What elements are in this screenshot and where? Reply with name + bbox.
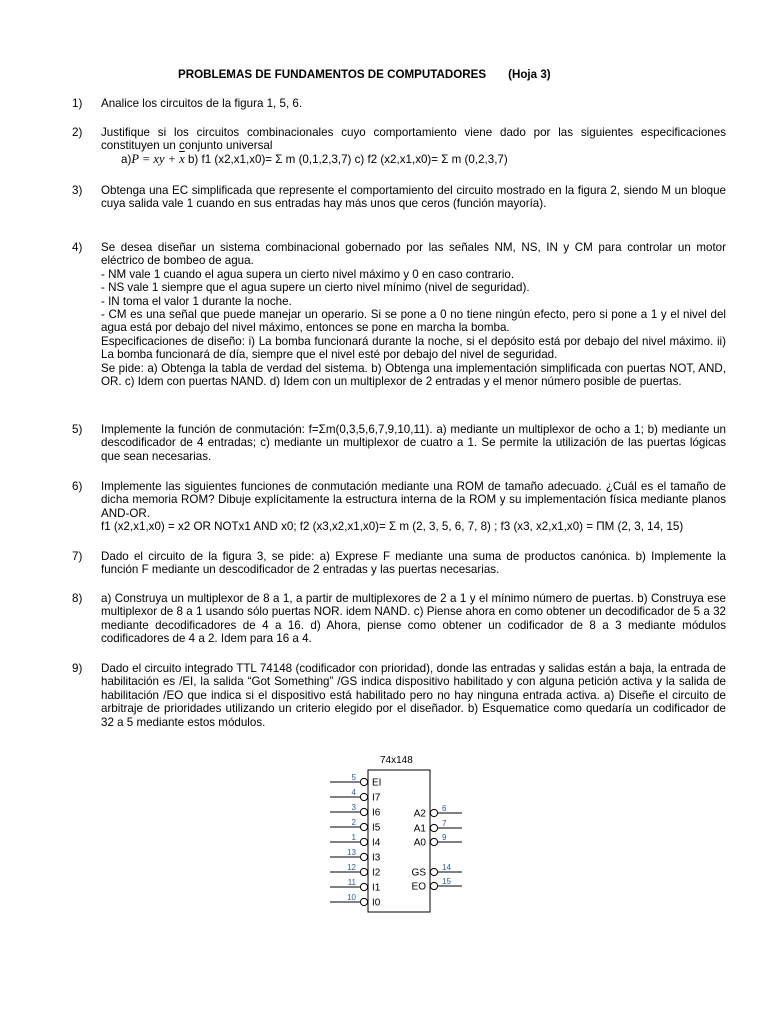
formula-eq: P = xy + (131, 151, 180, 166)
problem-6 (72, 480, 726, 534)
problem-text: Dado el circuito integrado TTL 74148 (codificador con prioridad), donde las entradas y salidas están a baja, la entrada de habilitación es /EI, la salida “Got Something” /GS indica dispositivo habilitado y con alguna petición activa y la salida de habilitación /EO que indica si el dispositivo está habilitado pero no hay ninguna entrada activa. a) Diseñe el circuito de arbitraje de prioridades utilizando un criterio elegido por el diseñador. b) Esquematice como quedaría un codificador de 32 a 5 mediante estos módulos. (101, 662, 726, 729)
pin-label: I7 (372, 792, 381, 804)
input-pin-i1 (330, 878, 381, 894)
pin-number: 1 (351, 833, 356, 842)
pin-number: 15 (442, 877, 451, 886)
problem-number: 2) (72, 126, 83, 139)
pin-label: GS (411, 867, 426, 879)
problem-formula (101, 153, 726, 166)
problem-1 (72, 97, 726, 110)
problem-line: Se pide: a) Obtenga la tabla de verdad del sistema. b) Obtenga una implementación simplificada con puertas NOT, AND, OR. c) Idem con puertas NAND. d) Idem con un multiplexor de 2 entradas y el menor número posible de puertas. (101, 361, 726, 389)
problem-text: Implemente las siguientes funciones de conmutación mediante una ROM de tamaño adecuado. ¿Cuál es el tamaño de dicha memoria ROM? Dibuje explícitamente la estructura interna de la ROM y su implementación física mediante planos AND-OR. (101, 480, 726, 520)
problem-text: Analice los circuitos de la figura 1, 5, 6. (101, 97, 303, 110)
problem-number: 9) (72, 662, 83, 675)
pin-number: 12 (347, 863, 356, 872)
pin-label: I1 (372, 882, 381, 894)
encoder-chip-diagram (320, 768, 480, 918)
problem-9 (72, 662, 726, 729)
pin-label: I2 (372, 867, 381, 879)
input-pin-i3 (330, 848, 381, 864)
problem-formula: f1 (x2,x1,x0) = x2 OR NOTx1 AND x0; f2 (x3,x2,x1,x0)= Σ m (2, 3, 5, 6, 7, 8) ; f3 (x3, x2,x1,x0) = ΠM (2, 3, 14, 15) (101, 520, 684, 534)
input-pin-i6 (330, 803, 381, 819)
output-pin-a1 (414, 819, 462, 835)
pin-number: 3 (351, 803, 356, 812)
pin-label: I3 (372, 852, 381, 864)
input-pin-i0 (330, 893, 381, 909)
problem-line: - NS vale 1 siempre que el agua supere un cierto nivel mínimo (nivel de seguridad). (101, 281, 530, 295)
problem-text: Implemente la función de conmutación: f=Σm(0,3,5,6,7,9,10,11). a) mediante un multiplexor de ocho a 1; b) mediante un descodificador de 4 entradas; c) mediante un multiplexor de cuatro a 1. Se permite la utilización de las puertas lógicas que sean necesarias. (101, 423, 726, 463)
problem-line: - IN toma el valor 1 durante la noche. (101, 294, 292, 308)
problem-4 (72, 241, 726, 388)
problem-number: 4) (72, 241, 83, 254)
problem-2 (72, 126, 726, 166)
input-pin-i2 (330, 863, 381, 879)
chip-inputs (330, 773, 381, 909)
output-pin-a2 (414, 804, 462, 820)
input-pin-i7 (330, 788, 381, 804)
pin-label: I5 (372, 822, 381, 834)
output-pin-eo (412, 877, 462, 893)
formula-part-a-label: a) (121, 152, 132, 166)
problem-text: Justifique si los circuitos combinacionales cuyo comportamiento viene dado por las siguientes especificaciones constituyen un conjunto universal (101, 126, 726, 153)
input-pin-i4 (330, 833, 381, 849)
pin-label: I0 (372, 897, 381, 909)
chip-name: 74x148 (380, 755, 413, 766)
output-pin-a0 (414, 833, 462, 849)
title-text: PROBLEMAS DE FUNDAMENTOS DE COMPUTADORES (178, 68, 487, 81)
pin-number: 14 (442, 863, 451, 872)
pin-number: 2 (351, 818, 356, 827)
problem-line: Especificaciones de diseño: i) La bomba funcionará durante la noche, si el depósito está por debajo del nivel máximo. ii) La bomba funcionará de día, siempre que el nivel esté por debajo del nivel de seguridad. (101, 334, 726, 362)
problem-number: 7) (72, 550, 83, 563)
problem-7 (72, 550, 726, 577)
problem-3 (72, 184, 726, 211)
pin-label: I6 (372, 807, 381, 819)
pin-number: 13 (347, 848, 356, 857)
problem-5 (72, 423, 726, 463)
formula-bar-x: $\overline{x}$ (179, 151, 185, 166)
pin-label: EI (372, 777, 382, 789)
pin-number: 9 (442, 833, 447, 842)
input-pin-ei (330, 773, 381, 789)
problem-line: Se desea diseñar un sistema combinacional gobernado por las señales NM, NS, IN y CM para controlar un motor eléctrico de bombeo de agua. (101, 241, 726, 268)
pin-label: A2 (413, 808, 426, 820)
page-title (178, 68, 618, 81)
problem-number: 6) (72, 480, 83, 493)
problem-line: - NM vale 1 cuando el agua supera un cierto nivel máximo y 0 en caso contrario. (101, 267, 515, 281)
pin-number: 5 (351, 773, 356, 782)
problem-text: Obtenga una EC simplificada que represente el comportamiento del circuito mostrado en la figura 2, siendo M un bloque cuya salida vale 1 cuando en sus entradas hay más unos que ceros (función mayoría). (101, 184, 726, 211)
pin-number: 10 (347, 893, 356, 902)
sheet-label: (Hoja 3) (508, 68, 551, 81)
formula-rest: b) f1 (x2,x1,x0)= Σ m (0,1,2,3,7) c) f2 (x2,x1,x0)= Σ m (0,2,3,7) (184, 152, 508, 166)
problem-number: 8) (72, 592, 83, 605)
chip-outputs (412, 804, 462, 893)
problem-line: - CM es una señal que puede manejar un operario. Si se pone a 0 no tiene ningún efecto, pero si pone a 1 y el nivel del agua está por debajo del nivel máximo, entonces se pone en marcha la bomba. (101, 308, 726, 335)
input-pin-i5 (330, 818, 381, 834)
pin-number: 7 (442, 819, 447, 828)
pin-label: A0 (413, 837, 426, 849)
pin-label: A1 (413, 823, 426, 835)
problem-number: 5) (72, 423, 83, 436)
problem-8 (72, 592, 726, 646)
formula-part-a-eq (131, 152, 184, 166)
pin-label: EO (411, 881, 426, 893)
pin-number: 6 (442, 804, 447, 813)
problem-number: 3) (72, 184, 83, 197)
pin-number: 11 (347, 878, 356, 887)
pin-label: I4 (372, 837, 381, 849)
pin-number: 4 (351, 788, 356, 797)
problem-number: 1) (72, 97, 83, 110)
output-pin-gs (412, 863, 462, 879)
problem-text: a) Construya un multiplexor de 8 a 1, a partir de multiplexores de 2 a 1 y el mínimo número de puertas. b) Construya ese multiplexor de 8 a 1 usando sólo puertas NOR. idem NAND. c) Piense ahora en como obtener un decodificador de 5 a 32 mediante decodificadores de 4 a 16. d) Ahora, piense como obtener un codificador de 8 a 3 mediante módulos codificadores de 4 a 2. Idem para 16 a 4. (101, 592, 726, 646)
problem-text: Dado el circuito de la figura 3, se pide: a) Exprese F mediante una suma de productos canónica. b) Implemente la función F mediante un descodificador de 2 entradas y las puertas necesarias. (101, 550, 726, 577)
